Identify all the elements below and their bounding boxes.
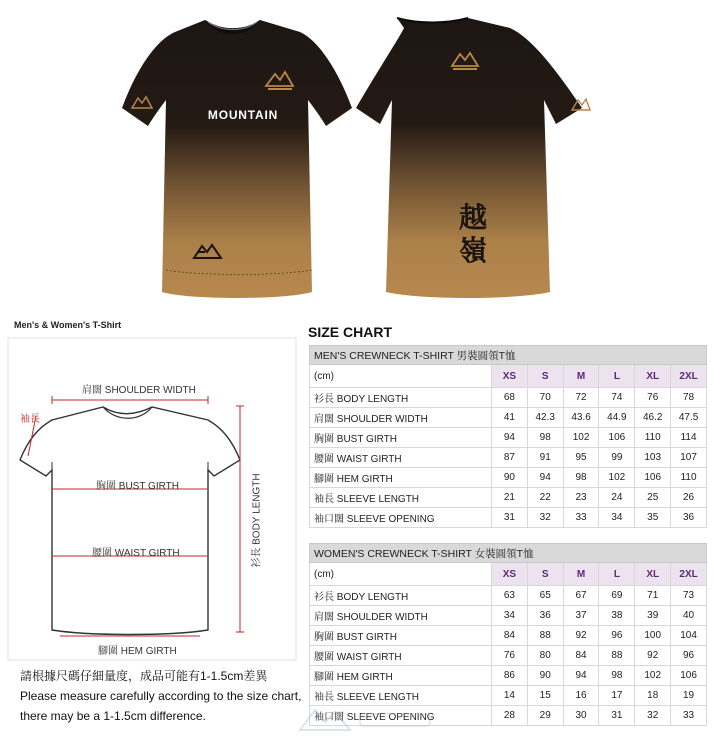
measurement-value: 44.9	[599, 408, 635, 428]
measurement-value: 36	[527, 606, 563, 626]
measurement-label: 腰圍 WAIST GIRTH	[310, 646, 492, 666]
measurement-value: 98	[563, 468, 599, 488]
measurement-value: 73	[671, 586, 707, 606]
measurement-value: 106	[635, 468, 671, 488]
measurement-value: 25	[635, 488, 671, 508]
note-chinese: 請根據尺碼仔細量度，成品可能有1-1.5cm差異	[20, 669, 268, 683]
measurement-value: 31	[599, 706, 635, 726]
measurement-value: 91	[527, 448, 563, 468]
measurement-value: 67	[563, 586, 599, 606]
measurement-label: 袖長 SLEEVE LENGTH	[310, 686, 492, 706]
measurement-value: 31	[492, 508, 528, 528]
measurement-value: 88	[599, 646, 635, 666]
size-m: M	[563, 563, 599, 586]
measurement-label: 衫長 BODY LENGTH	[310, 388, 492, 408]
measurement-label: 腳圍 HEM GIRTH	[310, 666, 492, 686]
measurement-value: 106	[671, 666, 707, 686]
measurement-value: 65	[527, 586, 563, 606]
measurement-value: 35	[635, 508, 671, 528]
measurement-value: 40	[671, 606, 707, 626]
table-row	[310, 606, 707, 626]
measurement-value: 87	[492, 448, 528, 468]
shirt-renderings	[0, 0, 714, 300]
table-row	[310, 388, 707, 408]
chest-wordmark: MOUNTAIN	[207, 108, 279, 122]
table-row	[310, 586, 707, 606]
measurement-value: 68	[492, 388, 528, 408]
unit-label: (cm)	[310, 563, 492, 586]
measurement-value: 69	[599, 586, 635, 606]
size-l: L	[599, 365, 635, 388]
measurement-value: 71	[635, 586, 671, 606]
measurement-value: 14	[492, 686, 528, 706]
measurement-value: 37	[563, 606, 599, 626]
measurement-label: 腰圍 WAIST GIRTH	[310, 448, 492, 468]
diagram-title: Men's & Women's T-Shirt	[14, 320, 122, 330]
measurement-label: 肩闊 SHOULDER WIDTH	[310, 606, 492, 626]
measurement-value: 18	[635, 686, 671, 706]
measurement-value: 34	[492, 606, 528, 626]
table-row	[310, 468, 707, 488]
measurement-value: 95	[563, 448, 599, 468]
measurement-value: 22	[527, 488, 563, 508]
measurement-value: 107	[671, 448, 707, 468]
men-table-caption: MEN'S CREWNECK T-SHIRT 男裝圓領T恤	[310, 346, 707, 365]
measurement-label: 胸圍 BUST GIRTH	[310, 626, 492, 646]
measurement-value: 38	[599, 606, 635, 626]
measurement-value: 24	[599, 488, 635, 508]
men-size-header-row	[310, 365, 707, 388]
watermark-logo-icon	[290, 700, 440, 740]
measurement-value: 96	[599, 626, 635, 646]
size-2xl: 2XL	[671, 365, 707, 388]
back-calligraphy-2: 嶺	[458, 234, 488, 267]
body-length-label: 衫長 BODY LENGTH	[251, 473, 263, 568]
measurement-value: 90	[492, 468, 528, 488]
measurement-value: 33	[563, 508, 599, 528]
size-l: L	[599, 563, 635, 586]
measurement-label: 肩闊 SHOULDER WIDTH	[310, 408, 492, 428]
measurement-value: 42.3	[527, 408, 563, 428]
measurement-value: 23	[563, 488, 599, 508]
measurement-value: 36	[671, 508, 707, 528]
measurement-value: 114	[671, 428, 707, 448]
women-size-table	[309, 543, 707, 726]
measurement-value: 72	[563, 388, 599, 408]
measurement-value: 76	[492, 646, 528, 666]
measurement-value: 28	[492, 706, 528, 726]
measurement-value: 29	[527, 706, 563, 726]
measurement-value: 88	[527, 626, 563, 646]
table-row	[310, 626, 707, 646]
measurement-value: 104	[671, 626, 707, 646]
measurement-value: 98	[599, 666, 635, 686]
measurement-value: 100	[635, 626, 671, 646]
measurement-value: 70	[527, 388, 563, 408]
sleeve-length-label: 袖長	[20, 414, 40, 425]
measurement-value: 39	[635, 606, 671, 626]
waist-girth-label: 腰圍 WAIST GIRTH	[92, 548, 180, 559]
size-xs: XS	[492, 563, 528, 586]
measurement-value: 21	[492, 488, 528, 508]
table-row	[310, 408, 707, 428]
hem-girth-label: 腳圍 HEM GIRTH	[98, 646, 177, 657]
measurement-value: 94	[563, 666, 599, 686]
size-s: S	[527, 563, 563, 586]
table-row	[310, 508, 707, 528]
measurement-value: 84	[563, 646, 599, 666]
table-row	[310, 488, 707, 508]
size-xl: XL	[635, 365, 671, 388]
measurement-value: 32	[527, 508, 563, 528]
measurement-label: 衫長 BODY LENGTH	[310, 586, 492, 606]
bust-girth-label: 胸圍 BUST GIRTH	[96, 481, 179, 492]
shoulder-width-label: 肩闊 SHOULDER WIDTH	[82, 385, 196, 396]
men-size-table	[309, 345, 707, 528]
measurement-label: 袖口闊 SLEEVE OPENING	[310, 706, 492, 726]
size-m: M	[563, 365, 599, 388]
measurement-value: 74	[599, 388, 635, 408]
measurement-value: 26	[671, 488, 707, 508]
measurement-value: 92	[563, 626, 599, 646]
measurement-value: 47.5	[671, 408, 707, 428]
size-s: S	[527, 365, 563, 388]
size-xl: XL	[635, 563, 671, 586]
measurement-value: 30	[563, 706, 599, 726]
measurement-value: 33	[671, 706, 707, 726]
front-shirt	[122, 20, 352, 298]
measurement-value: 103	[635, 448, 671, 468]
size-chart-title: SIZE CHART	[308, 324, 392, 340]
measurement-value: 76	[635, 388, 671, 408]
measurement-value: 99	[599, 448, 635, 468]
measurement-value: 106	[599, 428, 635, 448]
table-row	[310, 666, 707, 686]
measurement-value: 102	[635, 666, 671, 686]
measurement-value: 15	[527, 686, 563, 706]
size-2xl: 2XL	[671, 563, 707, 586]
measurement-value: 96	[671, 646, 707, 666]
measurement-value: 102	[563, 428, 599, 448]
measurement-value: 80	[527, 646, 563, 666]
measurement-value: 94	[492, 428, 528, 448]
table-row	[310, 646, 707, 666]
unit-label: (cm)	[310, 365, 492, 388]
women-table-caption: WOMEN'S CREWNECK T-SHIRT 女裝圓領T恤	[310, 544, 707, 563]
measurement-value: 92	[635, 646, 671, 666]
measurement-label: 袖口闊 SLEEVE OPENING	[310, 508, 492, 528]
measurement-label: 胸圍 BUST GIRTH	[310, 428, 492, 448]
measurement-value: 63	[492, 586, 528, 606]
measurement-value: 78	[671, 388, 707, 408]
measurement-value: 90	[527, 666, 563, 686]
table-row	[310, 428, 707, 448]
measurement-value: 43.6	[563, 408, 599, 428]
measurement-value: 110	[635, 428, 671, 448]
measurement-value: 41	[492, 408, 528, 428]
women-size-header-row	[310, 563, 707, 586]
measurement-value: 46.2	[635, 408, 671, 428]
measurement-value: 98	[527, 428, 563, 448]
note-english-line-1: Please measure carefully according to the size chart,	[20, 689, 302, 703]
measurement-value: 102	[599, 468, 635, 488]
measurement-value: 16	[563, 686, 599, 706]
measurement-value: 34	[599, 508, 635, 528]
measurement-value: 32	[635, 706, 671, 726]
measurement-value: 110	[671, 468, 707, 488]
measurement-value: 86	[492, 666, 528, 686]
measurement-value: 19	[671, 686, 707, 706]
measurement-value: 94	[527, 468, 563, 488]
note-english-line-2: there may be a 1-1.5cm difference.	[20, 709, 206, 723]
measurement-label: 袖長 SLEEVE LENGTH	[310, 488, 492, 508]
measurement-value: 84	[492, 626, 528, 646]
measurement-value: 17	[599, 686, 635, 706]
table-row	[310, 448, 707, 468]
back-calligraphy-1: 越	[458, 201, 488, 234]
tshirt-outline	[20, 407, 240, 635]
size-xs: XS	[492, 365, 528, 388]
measurement-label: 腳圍 HEM GIRTH	[310, 468, 492, 488]
